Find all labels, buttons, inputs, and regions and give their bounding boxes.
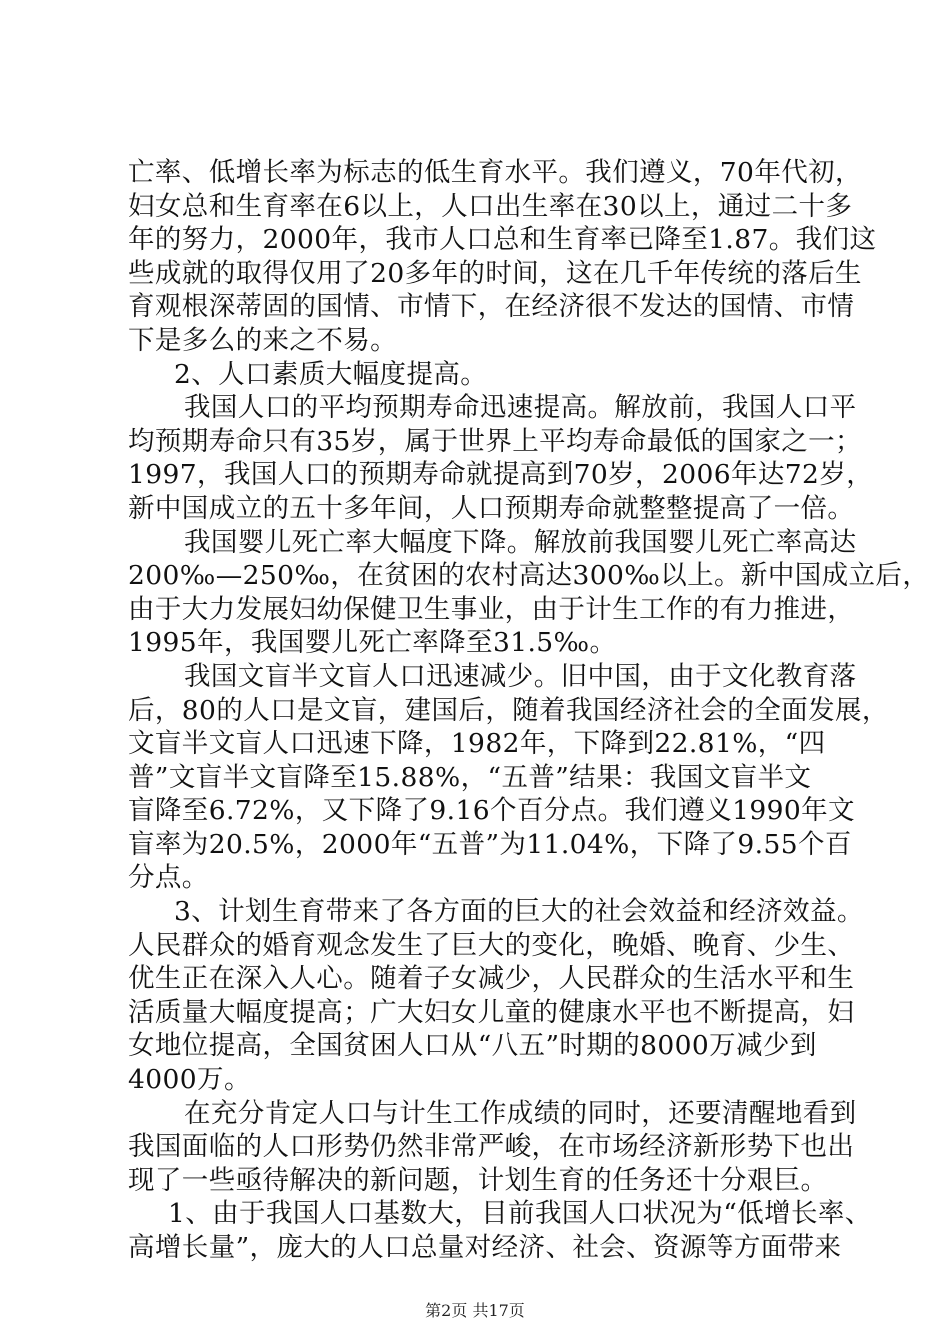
text-line: 活质量大幅度提高；广大妇女儿童的健康水平也不断提高，妇 xyxy=(128,996,855,1028)
section-heading: 3、计划生育带来了各方面的巨大的社会效益和经济效益。 xyxy=(174,896,864,928)
paragraph-start: 我国人口的平均预期寿命迅速提高。解放前，我国人口平 xyxy=(184,392,857,424)
text-line: 均预期寿命只有35岁，属于世界上平均寿命最低的国家之一； xyxy=(128,425,862,457)
text-line: 文盲半文盲人口迅速下降，1982年，下降到22.81%，“四 xyxy=(128,728,826,760)
text-line: 女地位提高，全国贫困人口从“八五”时期的8000万减少到 xyxy=(128,1030,817,1062)
text-line: 由于大力发展妇幼保健卫生事业，由于计生工作的有力推进， xyxy=(128,593,855,625)
text-line: 高增长量”，庞大的人口总量对经济、社会、资源等方面带来 xyxy=(128,1232,842,1263)
section-heading: 2、人口素质大幅度提高。 xyxy=(174,358,488,390)
page-number-footer: 第2页 共17页 xyxy=(425,1301,525,1320)
text-line: 普”文盲半文盲降至15.88%，“五普”结果：我国文盲半文 xyxy=(128,761,812,793)
text-line: 1995年，我国婴儿死亡率降至31.5‰。 xyxy=(128,627,617,659)
text-line: 200‰—250‰，在贫困的农村高达300‰以上。新中国成立后， xyxy=(128,560,930,592)
text-line: 年的努力，2000年，我市人口总和生育率已降至1.87。我们这 xyxy=(128,224,877,256)
text-line: 新中国成立的五十多年间，人口预期寿命就整整提高了一倍。 xyxy=(128,492,855,524)
paragraph-start: 在充分肯定人口与计生工作成绩的同时，还要清醒地看到 xyxy=(184,1097,857,1129)
text-line: 分点。 xyxy=(128,862,209,894)
text-line: 后，80的人口是文盲，建国后，随着我国经济社会的全面发展， xyxy=(128,694,889,726)
text-line: 现了一些亟待解决的新问题，计划生育的任务还十分艰巨。 xyxy=(128,1164,828,1196)
text-line: 人民群众的婚育观念发生了巨大的变化，晚婚、晚育、少生、 xyxy=(128,929,855,961)
text-line: 妇女总和生育率在6以上，人口出生率在30以上，通过二十多 xyxy=(128,190,853,222)
text-line: 1997，我国人口的预期寿命就提高到70岁，2006年达72岁， xyxy=(128,459,874,491)
body-text xyxy=(128,156,930,1265)
section-heading: 1、由于我国人口基数大，目前我国人口状况为“低增长率、 xyxy=(168,1198,872,1230)
paragraph-start: 我国婴儿死亡率大幅度下降。解放前我国婴儿死亡率高达 xyxy=(184,526,857,558)
text-line: 盲降至6.72%，又下降了9.16个百分点。我们遵义1990年文 xyxy=(128,795,855,827)
text-line: 些成就的取得仅用了20多年的时间，这在几千年传统的落后生 xyxy=(128,257,862,289)
text-line: 优生正在深入人心。随着子女减少，人民群众的生活水平和生 xyxy=(128,963,855,995)
text-line: 亡率、低增长率为标志的低生育水平。我们遵义，70年代初， xyxy=(128,157,862,188)
text-line: 下是多么的来之不易。 xyxy=(128,324,397,356)
text-line: 4000万。 xyxy=(128,1064,251,1096)
text-line: 我国面临的人口形势仍然非常严峻，在市场经济新形势下也出 xyxy=(128,1131,855,1163)
text-line: 盲率为20.5%，2000年“五普”为11.04%，下降了9.55个百 xyxy=(128,828,852,860)
text-line: 育观根深蒂固的国情、市情下，在经济很不发达的国情、市情 xyxy=(128,291,855,323)
paragraph-start: 我国文盲半文盲人口迅速减少。旧中国，由于文化教育落 xyxy=(184,660,857,692)
